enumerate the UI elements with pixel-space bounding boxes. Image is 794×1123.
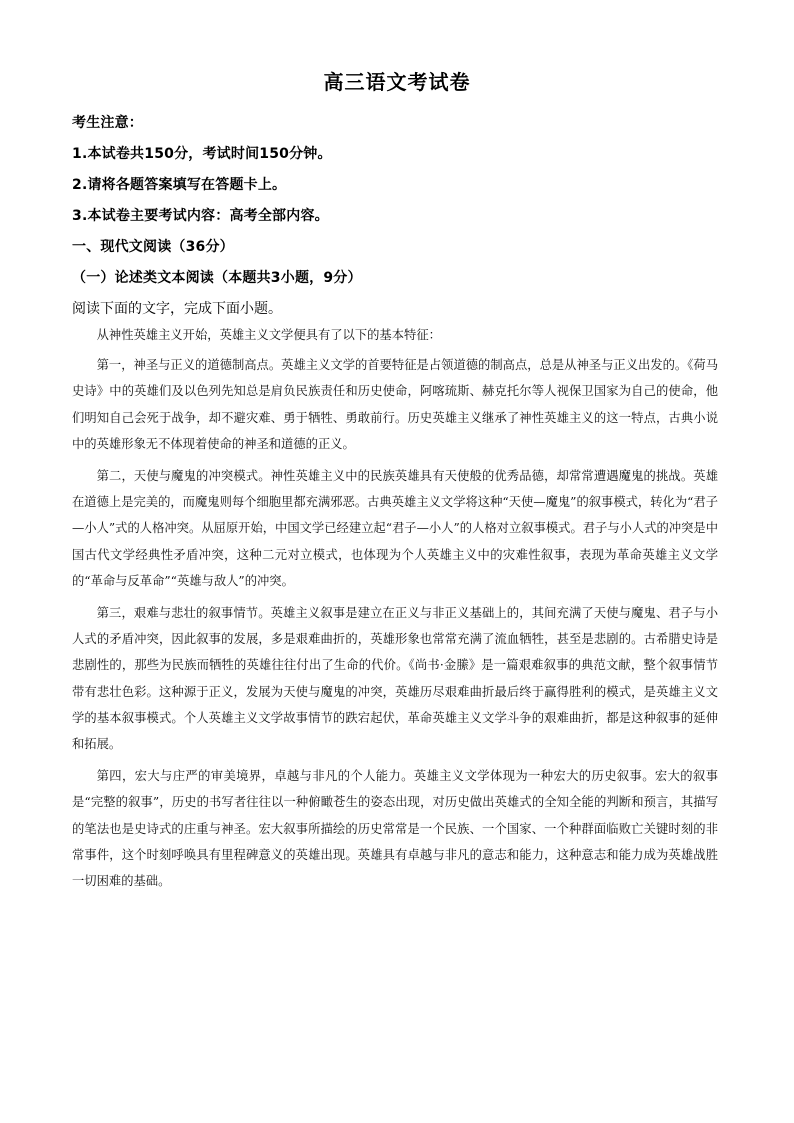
- subsection-heading: （一）论述类文本阅读（本题共3小题，9分）: [72, 270, 362, 286]
- notice-item: 1.本试卷共150分，考试时间150分钟。: [72, 146, 332, 162]
- passage-paragraph: 第四，宏大与庄严的审美境界，卓越与非凡的个人能力。英雄主义文学体现为一种宏大的历史叙事。宏大的叙事是“完整的叙事”，历史的书写者往往以一种俯瞰苍生的姿态出现，对历史做出英雄式的全知全能的判断和预言，其描写的笔法也是史诗式的庄重与神圣。宏大叙事所描绘的历史常常是一个民族、一个国家、一个种群面临败亡关键时刻的非常事件，这个时刻呼唤具有里程碑意义的英雄出现。英雄具有卓越与非凡的意志和能力，这种意志和能力成为英雄战胜一切困难的基础。: [72, 769, 718, 889]
- notice-item: 3.本试卷主要考试内容：高考全部内容。: [72, 208, 329, 224]
- passage-paragraph: 第二，天使与魔鬼的冲突模式。神性英雄主义中的民族英雄具有天使般的优秀品德，却常常遭遇魔鬼的挑战。英雄在道德上是完美的，而魔鬼则每个细胞里都充满邪恶。古典英雄主义文学将这种“天使—魔鬼”的叙事模式，转化为“君子—小人”式的人格冲突。从屈原开始，中国文学已经建立起“君子—小人”的人格对立叙事模式。君子与小人式的冲突是中国古代文学经典性矛盾冲突，这种二元对立模式，也体现为个人英雄主义中的灾难性叙事，表现为革命英雄主义文学的“革命与反革命”“英雄与敌人”的冲突。: [72, 469, 719, 588]
- notice-heading: 考生注意：: [72, 115, 143, 131]
- passage-paragraph: 第三，艰难与悲壮的叙事情节。英雄主义叙事是建立在正义与非正义基础上的，其间充满了天使与魔鬼、君子与小人式的矛盾冲突，因此叙事的发展，多是艰难曲折的，英雄形象也常常充满了流血牺牲，甚至是悲剧的。古希腊史诗是悲剧性的，那些为民族而牺牲的英雄往往付出了生命的代价。《尚书·金縢》是一篇艰难叙事的典范文献，整个叙事情节带有悲壮色彩。这种源于正义，发展为天使与魔鬼的冲突，英雄历尽艰难曲折最后终于赢得胜利的模式，是英雄主义文学的基本叙事模式。个人英雄主义文学故事情节的跌宕起伏，革命英雄主义文学斗争的艰难曲折，都是这种叙事的延伸和拓展。: [72, 606, 718, 752]
- passage-paragraph: 从神性英雄主义开始，英雄主义文学便具有了以下的基本特征：: [96, 328, 441, 342]
- reading-instruction: 阅读下面的文字，完成下面小题。: [72, 301, 282, 317]
- passage-body: [72, 322, 718, 900]
- passage-paragraph: 第一，神圣与正义的道德制高点。英雄主义文学的首要特征是占领道德的制高点，总是从神圣与正义出发的。《荷马史诗》中的英雄们及以色列先知总是肩负民族责任和历史使命，阿喀琉斯、赫克托尔等人视保卫国家为自己的使命，他们明知自己会死于战争，却不避灾难、勇于牺牲、勇敢前行。历史英雄主义继承了神性英雄主义的这一特点，古典小说中的英雄形象无不体现着使命的神圣和道德的正义。: [72, 358, 718, 451]
- section-heading: 一、现代文阅读（36分）: [72, 239, 234, 255]
- notice-item: 2.请将各题答案填写在答题卡上。: [72, 177, 287, 193]
- page-title: 高三语文考试卷: [323, 70, 471, 94]
